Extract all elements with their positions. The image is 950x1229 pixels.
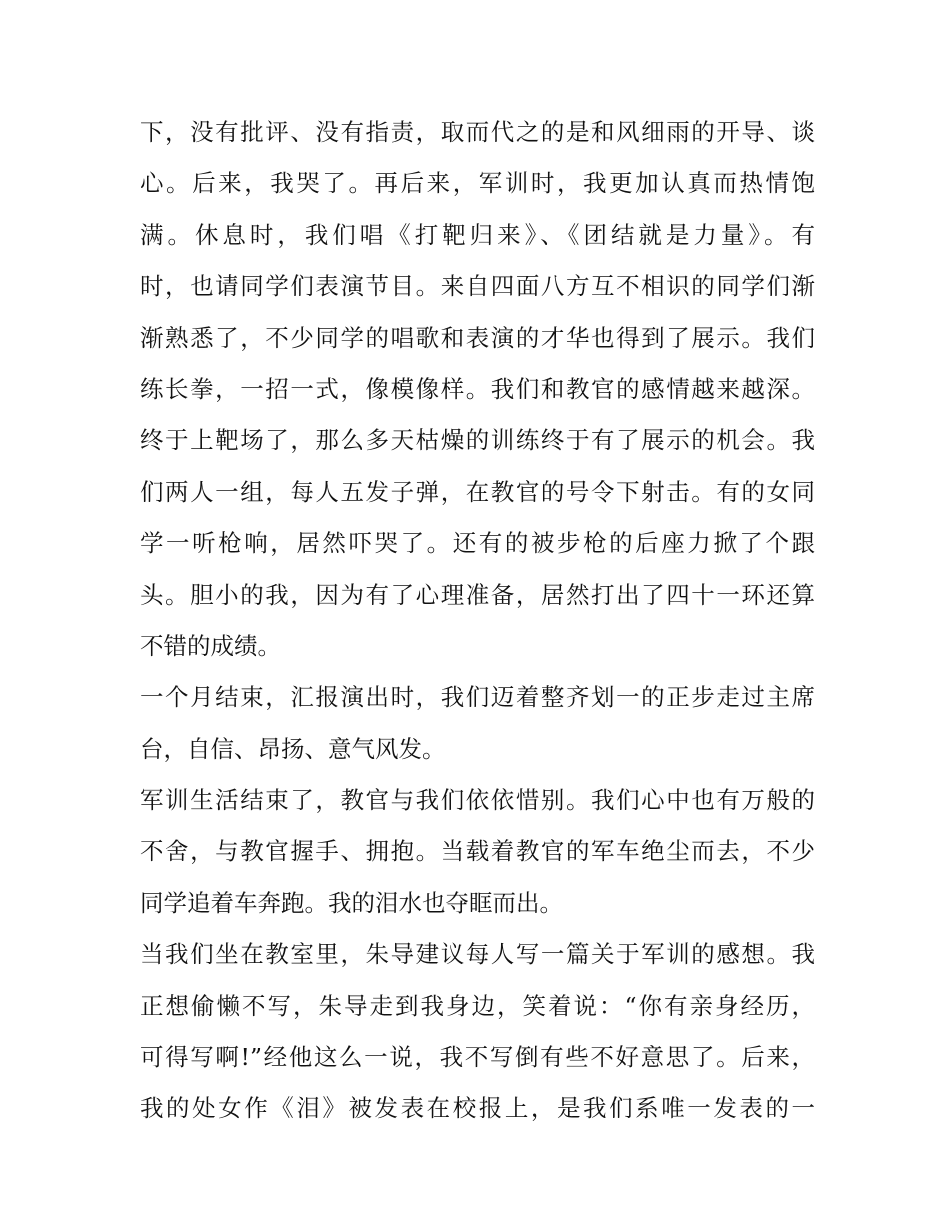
text-line: 下，没有批评、没有指责，取而代之的是和风细雨的开导、谈 bbox=[140, 118, 815, 146]
body-text bbox=[140, 107, 815, 1135]
text-line: 渐熟悉了，不少同学的唱歌和表演的才华也得到了展示。我们 bbox=[140, 323, 815, 352]
text-line: 不错的成绩。 bbox=[140, 631, 281, 660]
text-line: 台，自信、昂扬、意气风发。 bbox=[140, 734, 446, 763]
text-line: 不舍，与教官握手、拥抱。当载着教官的军车绝尘而去，不少 bbox=[140, 837, 815, 866]
text-line: 终于上靶场了，那么多天枯燥的训练终于有了展示的机会。我 bbox=[140, 426, 815, 455]
text-line: 同学追着车奔跑。我的泪水也夺眶而出。 bbox=[140, 888, 563, 917]
text-line: 心。后来，我哭了。再后来，军训时，我更加认真而热情饱 bbox=[140, 169, 815, 198]
text-line: 军训生活结束了，教官与我们依依惜别。我们心中也有万般的 bbox=[140, 786, 815, 815]
text-line: 我的处女作《泪》被发表在校报上，是我们系唯一发表的一 bbox=[140, 1094, 815, 1123]
text-line: 可得写啊!”经他这么一说，我不写倒有些不好意思了。后来， bbox=[140, 1043, 815, 1072]
text-line: 学一听枪响，居然吓哭了。还有的被步枪的后座力掀了个跟 bbox=[140, 529, 815, 558]
text-line: 满。休息时，我们唱《打靶归来》、《团结就是力量》。有 bbox=[140, 220, 815, 249]
text-line: 头。胆小的我，因为有了心理准备，居然打出了四十一环还算 bbox=[140, 580, 815, 609]
text-line: 正想偷懒不写，朱导走到我身边，笑着说：“你有亲身经历， bbox=[140, 991, 815, 1020]
text-line: 练长拳，一招一式，像模像样。我们和教官的感情越来越深。 bbox=[140, 374, 815, 403]
text-line: 们两人一组，每人五发子弹，在教官的号令下射击。有的女同 bbox=[140, 477, 815, 506]
text-line: 当我们坐在教室里，朱导建议每人写一篇关于军训的感想。我 bbox=[140, 940, 815, 969]
text-line: 一个月结束，汇报演出时，我们迈着整齐划一的正步走过主席 bbox=[140, 683, 815, 712]
text-line: 时，也请同学们表演节目。来自四面八方互不相识的同学们渐 bbox=[140, 272, 815, 301]
